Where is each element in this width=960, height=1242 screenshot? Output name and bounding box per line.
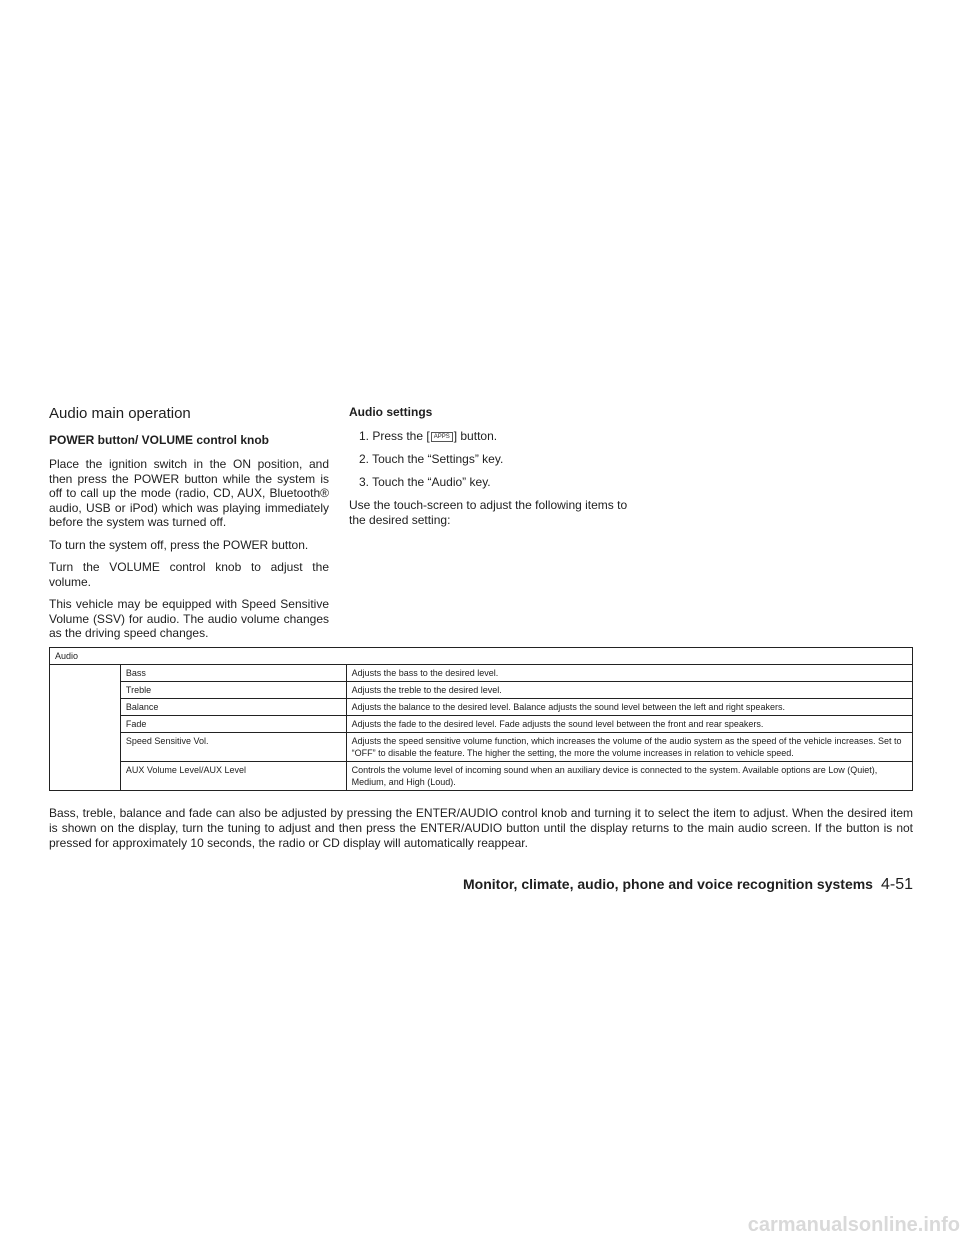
page-footer xyxy=(420,876,913,894)
table-desc: Adjusts the treble to the desired level. xyxy=(346,682,912,699)
touch-screen-paragraph: Use the touch-screen to adjust the following items to the desired setting: xyxy=(349,498,628,527)
table-row xyxy=(50,733,913,762)
table-row xyxy=(50,716,913,733)
after-table-paragraph: Bass, treble, balance and fade can also be adjusted by pressing the ENTER/AUDIO control knob and turning it to select the item to adjust. When the desired item is shown on the display, turn the tuning to adjust and then press the ENTER/AUDIO button until the display returns to the main audio screen. If the button is not pressed for approximately 10 seconds, the radio or CD display will automatically reappear. xyxy=(49,806,913,850)
audio-settings-table xyxy=(49,647,913,791)
step-3: 3. Touch the “Audio” key. xyxy=(359,475,491,489)
paragraph-power-off: To turn the system off, press the POWER button. xyxy=(49,537,309,552)
audio-settings-subhead: Audio settings xyxy=(349,405,433,419)
table-desc: Adjusts the fade to the desired level. Fade adjusts the sound level between the front and rear speakers. xyxy=(346,716,912,733)
table-desc: Controls the volume level of incoming sound when an auxiliary device is connected to the system. Available options are Low (Quiet), Medium, and High (Loud). xyxy=(346,762,912,791)
table-indent-cell xyxy=(50,682,121,699)
table-indent-cell xyxy=(50,762,121,791)
table-row xyxy=(50,682,913,699)
table-item: Bass xyxy=(120,665,346,682)
table-item: Fade xyxy=(120,716,346,733)
table-item: Speed Sensitive Vol. xyxy=(120,733,346,762)
step-1 xyxy=(349,429,629,444)
table-row xyxy=(50,762,913,791)
paragraph-power-on: Place the ignition switch in the ON position, and then press the POWER button while the system is off to call up the mode (radio, CD, AUX, Bluetooth® audio, USB or iPod) which was playing immediately before the system was turned off. xyxy=(49,457,329,529)
paragraph-ssv: This vehicle may be equipped with Speed Sensitive Volume (SSV) for audio. The audio volume changes as the driving speed changes. xyxy=(49,597,329,640)
table-item: Balance xyxy=(120,699,346,716)
table-indent-cell xyxy=(50,733,121,762)
table-indent-cell xyxy=(50,716,121,733)
table-row xyxy=(50,699,913,716)
table-item: Treble xyxy=(120,682,346,699)
right-column xyxy=(349,405,629,527)
table-desc: Adjusts the bass to the desired level. xyxy=(346,665,912,682)
page-number: 4-51 xyxy=(880,876,913,893)
step-2: 2. Touch the “Settings” key. xyxy=(359,452,504,466)
section-title: Audio main operation xyxy=(49,405,191,422)
left-column xyxy=(49,405,329,649)
footer-section-title: Monitor, climate, audio, phone and voice recognition systems xyxy=(463,876,873,892)
table-desc: Adjusts the speed sensitive volume function, which increases the volume of the audio system as the speed of the vehicle increases. Set to “OFF” to disable the feature. The higher the setting, the more the volume increases in relation to vehicle speed. xyxy=(346,733,912,762)
table-row xyxy=(50,665,913,682)
steps-list xyxy=(349,429,629,490)
step-1-post: ] button. xyxy=(453,429,498,443)
step-1-pre: 1. Press the [ xyxy=(359,429,430,443)
table-desc: Adjusts the balance to the desired level. Balance adjusts the sound level between the left and right speakers. xyxy=(346,699,912,716)
paragraph-volume: Turn the VOLUME control knob to adjust the volume. xyxy=(49,560,329,589)
apps-button-icon: APPS xyxy=(431,432,453,442)
table-item: AUX Volume Level/AUX Level xyxy=(120,762,346,791)
table-group-label: Audio xyxy=(50,648,913,665)
table-indent-cell xyxy=(50,699,121,716)
table-header-row xyxy=(50,648,913,665)
table-indent-cell xyxy=(50,665,121,682)
watermark-text: carmanualsonline.info xyxy=(747,1214,960,1236)
power-volume-subhead: POWER button/ VOLUME control knob xyxy=(49,433,269,447)
